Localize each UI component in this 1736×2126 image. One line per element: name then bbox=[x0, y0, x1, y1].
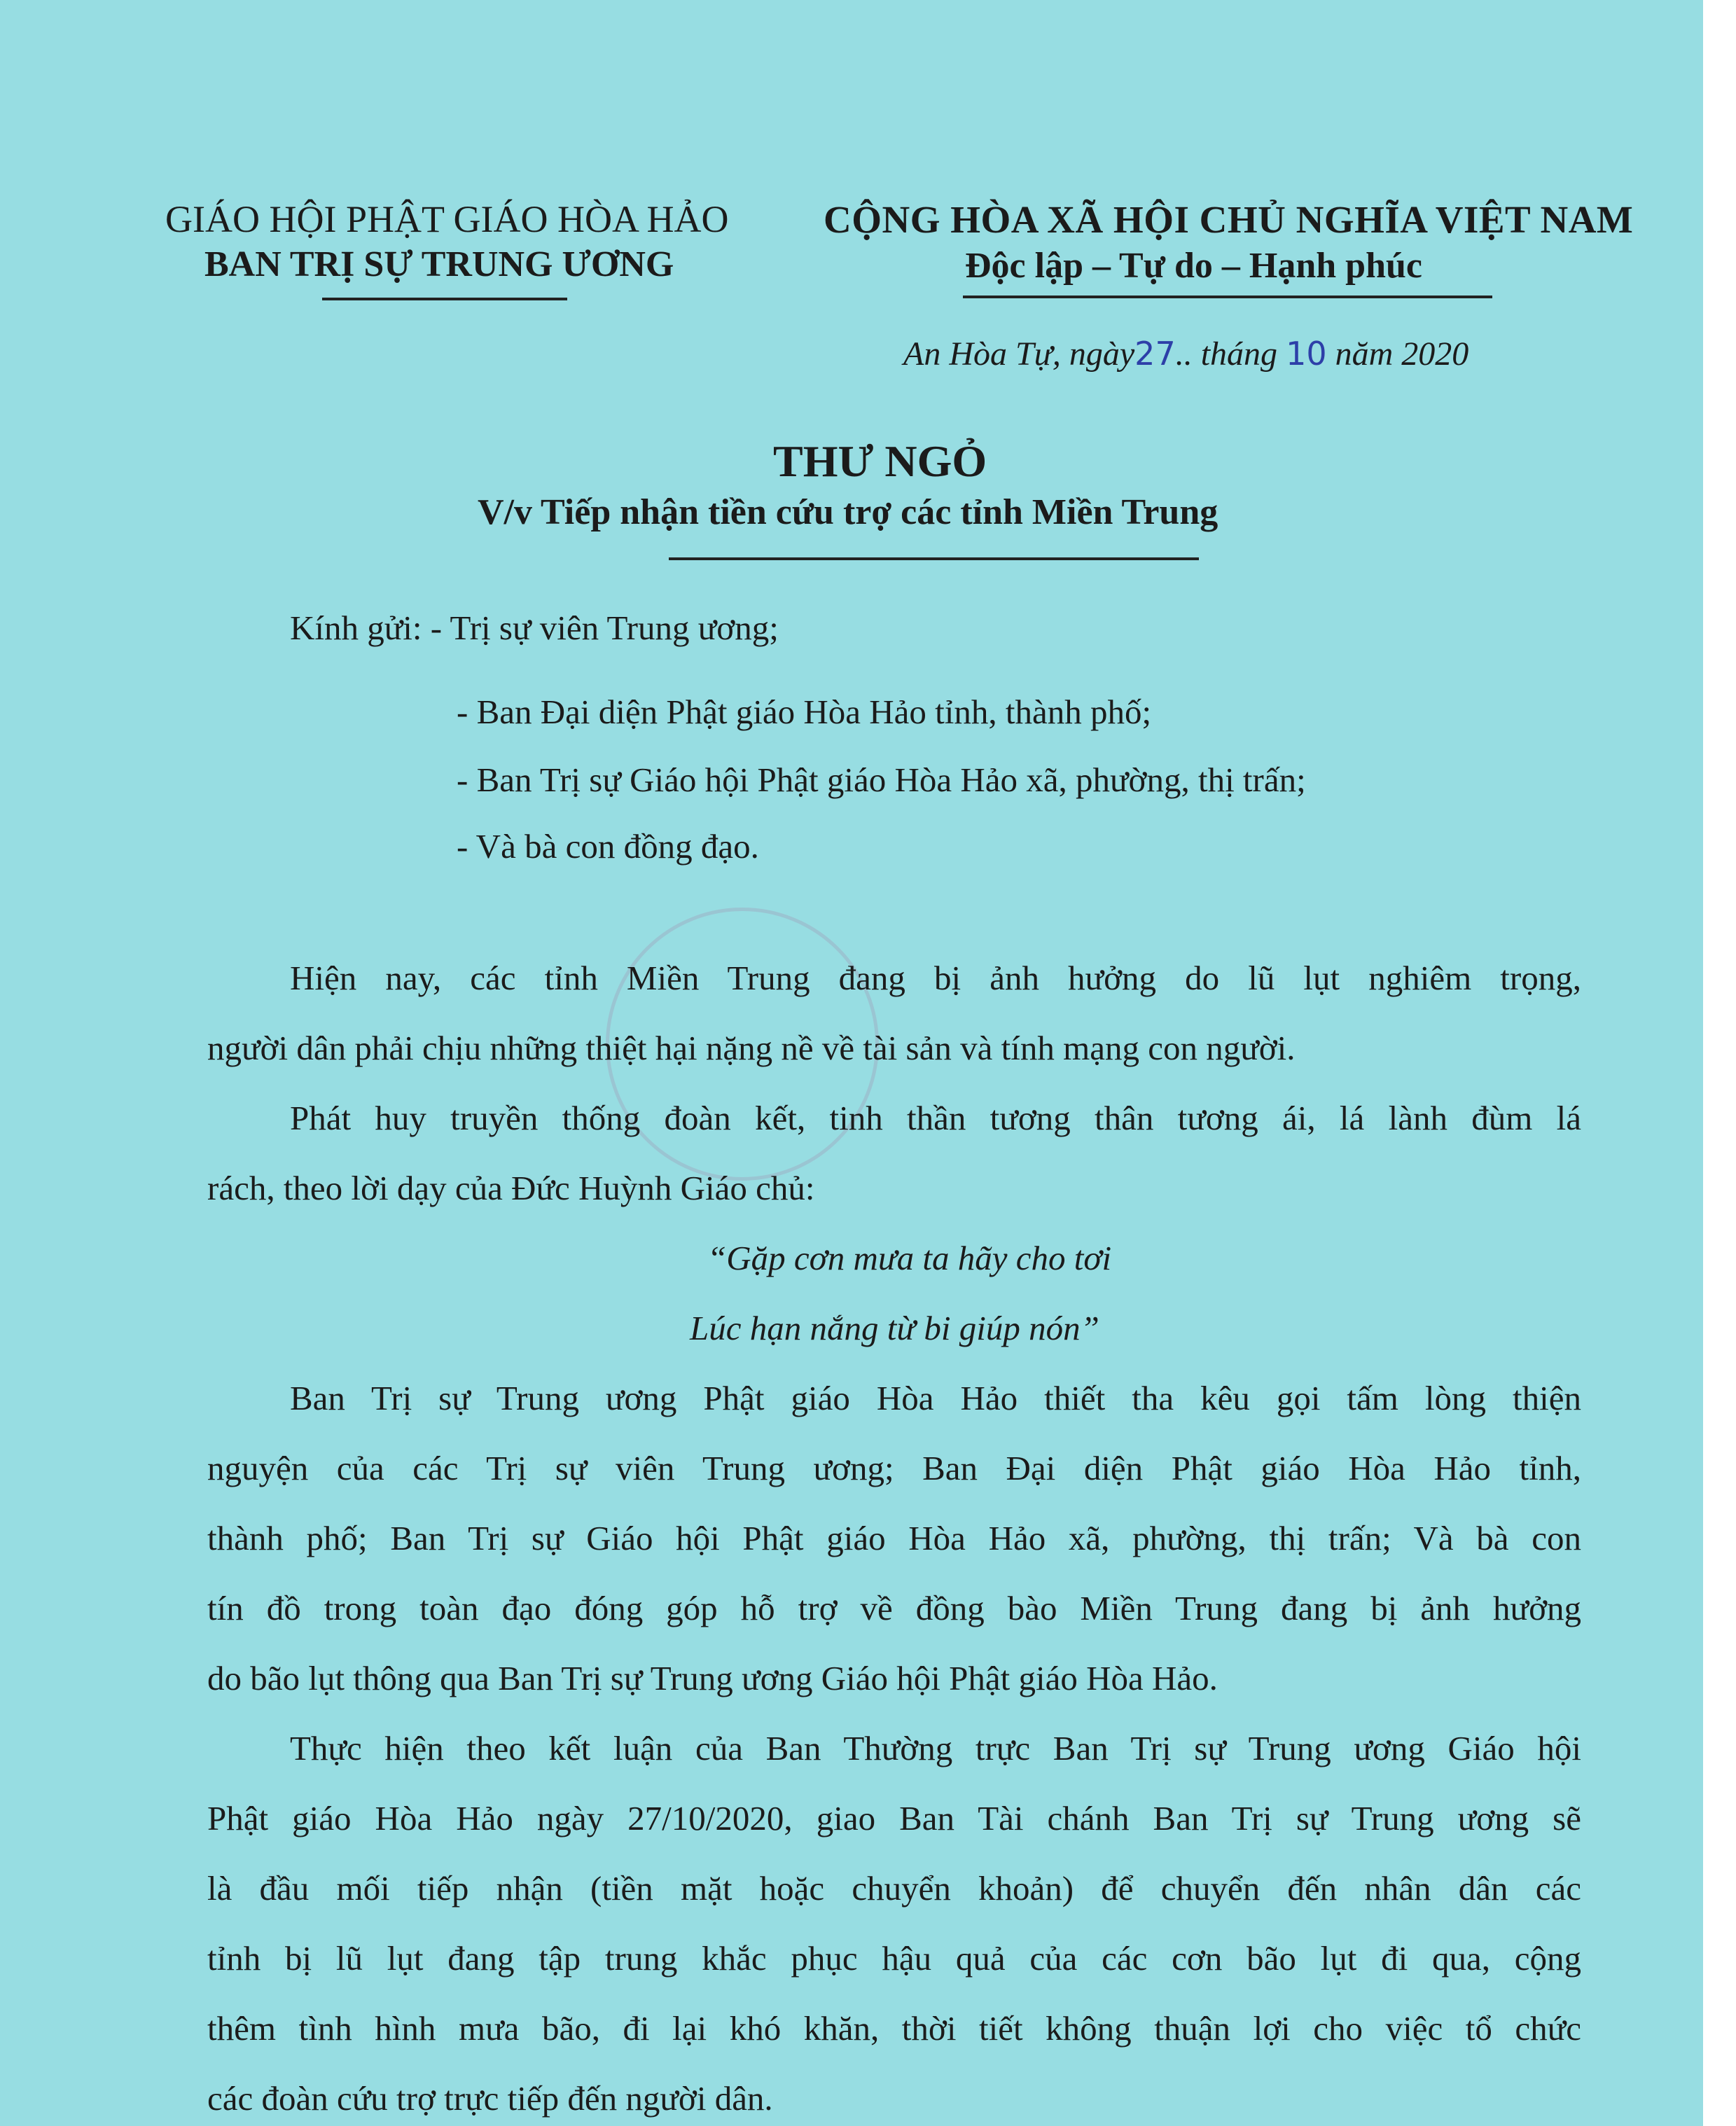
org-name: GIÁO HỘI PHẬT GIÁO HÒA HẢO bbox=[165, 198, 729, 240]
body-line: Hiện nay, các tỉnh Miền Trung đang bị ảnh hưởng do lũ lụt nghiêm trọng, bbox=[290, 959, 1581, 997]
recipient-item: - Ban Trị sự Giáo hội Phật giáo Hòa Hảo xã, phường, thị trấn; bbox=[457, 760, 1306, 799]
body-line: thêm tình hình mưa bão, đi lại khó khăn, thời tiết không thuận lợi cho việc tổ chức bbox=[207, 2009, 1581, 2048]
body-line: tỉnh bị lũ lụt đang tập trung khắc phục hậu quả của các cơn bão lụt đi qua, cộng bbox=[207, 1939, 1581, 1978]
org-underline bbox=[322, 298, 567, 300]
quote-line: “Gặp cơn mưa ta hãy cho tơi bbox=[707, 1239, 1112, 1277]
quote-line: Lúc hạn nắng từ bi giúp nón” bbox=[690, 1309, 1099, 1347]
national-motto: Độc lập – Tự do – Hạnh phúc bbox=[965, 246, 1422, 286]
recipient-item: - Ban Đại diện Phật giáo Hòa Hảo tỉnh, thành phố; bbox=[457, 693, 1152, 731]
body-line: rách, theo lời dạy của Đức Huỳnh Giáo chủ: bbox=[207, 1169, 815, 1207]
org-department: BAN TRỊ SỰ TRUNG ƯƠNG bbox=[204, 244, 674, 284]
body-line: thành phố; Ban Trị sự Giáo hội Phật giáo Hòa Hảo xã, phường, thị trấn; Và bà con bbox=[207, 1519, 1581, 1557]
body-line: Phát huy truyền thống đoàn kết, tinh thần tương thân tương ái, lá lành đùm lá bbox=[290, 1099, 1581, 1137]
recipient-line-1 bbox=[290, 608, 779, 648]
body-line: các đoàn cứu trợ trực tiếp đến người dân. bbox=[207, 2079, 773, 2118]
page-margin bbox=[1703, 0, 1736, 2126]
motto-underline bbox=[963, 296, 1492, 298]
recipient-item: - Và bà con đồng đạo. bbox=[457, 827, 759, 866]
body-line: là đầu mối tiếp nhận (tiền mặt hoặc chuyển khoản) để chuyển đến nhân dân các bbox=[207, 1869, 1581, 1908]
body-line: Phật giáo Hòa Hảo ngày 27/10/2020, giao Ban Tài chánh Ban Trị sự Trung ương sẽ bbox=[207, 1799, 1581, 1837]
date-dots: .. bbox=[1175, 335, 1193, 373]
date-month-label: tháng bbox=[1200, 335, 1278, 373]
recipient-lead: Kính gửi: bbox=[290, 609, 422, 647]
date-year: năm 2020 bbox=[1335, 335, 1469, 373]
date-day-handwritten: 27 bbox=[1134, 335, 1176, 373]
body-line: do bão lụt thông qua Ban Trị sự Trung ương Giáo hội Phật giáo Hòa Hảo. bbox=[207, 1659, 1218, 1697]
national-title: CỘNG HÒA XÃ HỘI CHỦ NGHĨA VIỆT NAM bbox=[824, 198, 1634, 241]
date-line bbox=[903, 335, 1468, 373]
date-place: An Hòa Tự, ngày bbox=[903, 335, 1135, 373]
document-subject: V/v Tiếp nhận tiền cứu trợ các tỉnh Miền Trung bbox=[478, 492, 1218, 532]
body-line: Thực hiện theo kết luận của Ban Thường trực Ban Trị sự Trung ương Giáo hội bbox=[290, 1729, 1581, 1767]
document-title: THƯ NGỎ bbox=[773, 436, 987, 486]
title-underline bbox=[669, 557, 1199, 560]
body-line: tín đồ trong toàn đạo đóng góp hỗ trợ về đồng bào Miền Trung đang bị ảnh hưởng bbox=[207, 1589, 1581, 1627]
body-line: người dân phải chịu những thiệt hại nặng nề về tài sản và tính mạng con người. bbox=[207, 1029, 1296, 1067]
recipient-item: - Trị sự viên Trung ương; bbox=[430, 609, 779, 647]
body-line: Ban Trị sự Trung ương Phật giáo Hòa Hảo thiết tha kêu gọi tấm lòng thiện bbox=[290, 1379, 1581, 1417]
body-line: nguyện của các Trị sự viên Trung ương; Ban Đại diện Phật giáo Hòa Hảo tỉnh, bbox=[207, 1449, 1581, 1487]
date-month-handwritten: 10 bbox=[1286, 335, 1327, 373]
